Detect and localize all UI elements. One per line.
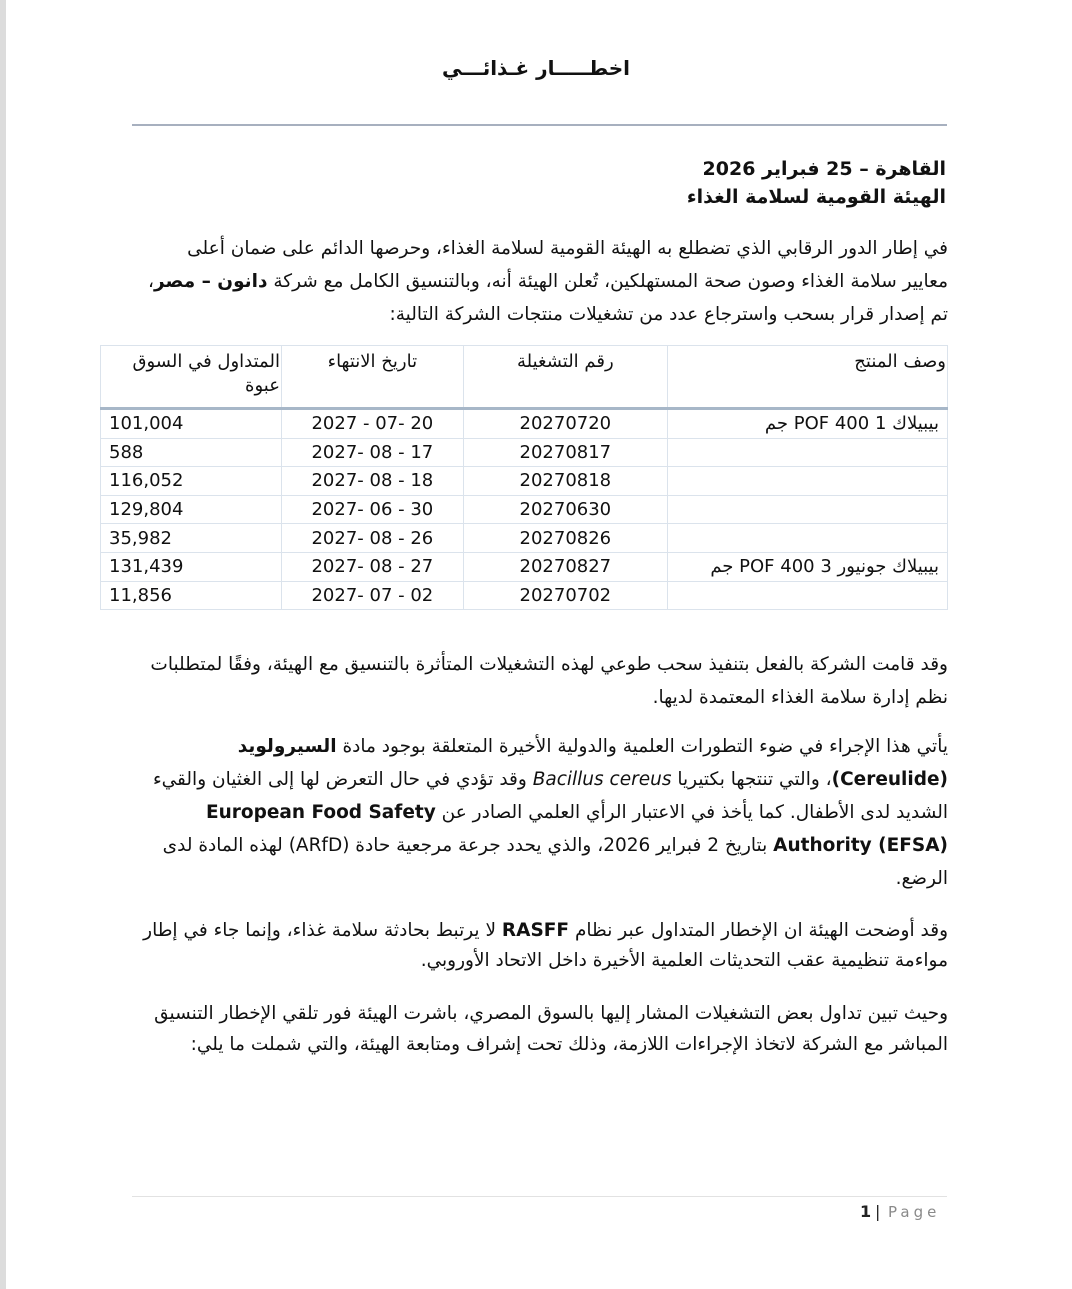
batch-number: 20270630 [463,495,667,524]
dateline-block [687,155,946,211]
header-batch-number: رقم التشغيلة [463,346,667,409]
intro-paragraph [140,232,948,331]
rasff-system-name: RASFF [501,920,570,941]
market-quantity: 131,439 [101,552,282,581]
bacteria-name: Bacillus cereus [532,769,672,790]
market-quantity: 116,052 [101,467,282,496]
batch-number: 20270818 [463,467,667,496]
market-quantity: 129,804 [101,495,282,524]
expiry-date: 2027- 08 - 26 [281,524,463,553]
expiry-date: 2027- 06 - 30 [281,495,463,524]
batch-number: 20270827 [463,552,667,581]
rasff-paragraph [140,916,948,976]
header-product-description: وصف المنتج [667,346,947,409]
scientific-context-paragraph [140,730,948,895]
context-text: وقد تؤدي في حال التعرض لها إلى الغثيان والقيء الشديد لدى الأطفال. كما يأخذ في الاعتبار الرأي العلمي الصادر عن [152,769,948,823]
context-text: يأتي هذا الإجراء في ضوء التطورات العلمية والدولية الأخيرة المتعلقة بوجود مادة [336,736,948,757]
document-title: اخطـــــار غـذائـــي [441,56,631,80]
dateline: القاهرة – 25 فبراير 2026 [702,158,946,180]
voluntary-recall-paragraph: وقد قامت الشركة بالفعل بتنفيذ سحب طوعي لهذه التشغيلات المتأثرة بالتنسيق مع الهيئة، وفقًا لمتطلبات نظم إدارة سلامة الغذاء المعتمدة لديها. [150,654,948,708]
header-expiry-date: تاريخ الانتهاء [281,346,463,409]
substance-name-en: (Cereulide) [831,769,948,790]
intro-text-end: ، تم إصدار قرار بسحب واسترجاع عدد من تشغيلات منتجات الشركة التالية: [147,271,948,325]
batch-number: 20270720 [463,409,667,439]
context-text: ، والتي تنتجها بكتيريا [671,769,832,790]
context-text: بتاريخ 2 فبراير 2026، والذي يحدد جرعة مرجعية حادة (ARfD) لهذه المادة لدى الرضع. [162,835,948,889]
page-label: Page [888,1203,941,1221]
rasff-text: وقد أوضحت الهيئة ان الإخطار المتداول عبر نظام [569,920,948,941]
product-description: بيبيلاك جونيور 3 POF 400 جم [667,552,947,581]
table-row [101,409,948,439]
table-row [101,495,948,524]
expiry-date: 2027- 08 - 17 [281,438,463,467]
footer-divider [132,1196,947,1197]
product-description: بيبيلاك 1 POF 400 جم [667,409,947,439]
table-row [101,524,948,553]
table-row [101,581,948,610]
page-separator: | [875,1202,881,1221]
market-action-paragraph: وحيث تبين تداول بعض التشغيلات المشار إليها بالسوق المصري، باشرت الهيئة فور تلقي الإخطار التنسيق المباشر مع الشركة لاتخاذ الإجراءات اللازمة، وذلك تحت إشراف ومتابعة الهيئة، والتي شملت ما يلي: [154,1003,948,1055]
substance-name-ar: السيرولويد [237,736,337,757]
batch-number: 20270702 [463,581,667,610]
table-row [101,467,948,496]
page-edge [0,0,6,1289]
product-description [667,438,947,467]
expiry-date: 2027- 08 - 27 [281,552,463,581]
issuer-name: الهيئة القومية لسلامة الغذاء [686,186,946,208]
market-quantity: 35,982 [101,524,282,553]
header-market-quantity: المتداول في السوق عبوة [101,346,282,409]
product-description [667,467,947,496]
rasff-text: لا يرتبط بحادثة سلامة غذاء، وإنما جاء في إطار مواءمة تنظيمية عقب التحديثات العلمية الأخيرة داخل الاتحاد الأوروبي. [143,920,948,971]
expiry-date: 2027 - 07- 20 [281,409,463,439]
market-quantity: 588 [101,438,282,467]
table-row [101,552,948,581]
table-header-row [101,346,948,409]
intro-text: في إطار الدور الرقابي الذي تضطلع به الهيئة القومية لسلامة الغذاء، وحرصها الدائم على ضمان أعلى معايير سلامة الغذاء وصون صحة المستهلكين، تُعلن الهيئة أنه، وبالتنسيق الكامل مع شركة [187,238,948,292]
market-quantity: 11,856 [101,581,282,610]
product-description [667,495,947,524]
agency-name: European Food Safety Authority (EFSA) [205,802,948,856]
product-description [667,524,947,553]
company-name: دانون – مصر [153,271,268,292]
header-divider [132,124,947,126]
recall-table [100,345,948,610]
expiry-date: 2027- 07 - 02 [281,581,463,610]
batch-number: 20270826 [463,524,667,553]
batch-number: 20270817 [463,438,667,467]
table-row [101,438,948,467]
expiry-date: 2027- 08 - 18 [281,467,463,496]
market-quantity: 101,004 [101,409,282,439]
product-description [667,581,947,610]
page-number: 1 [860,1202,872,1221]
